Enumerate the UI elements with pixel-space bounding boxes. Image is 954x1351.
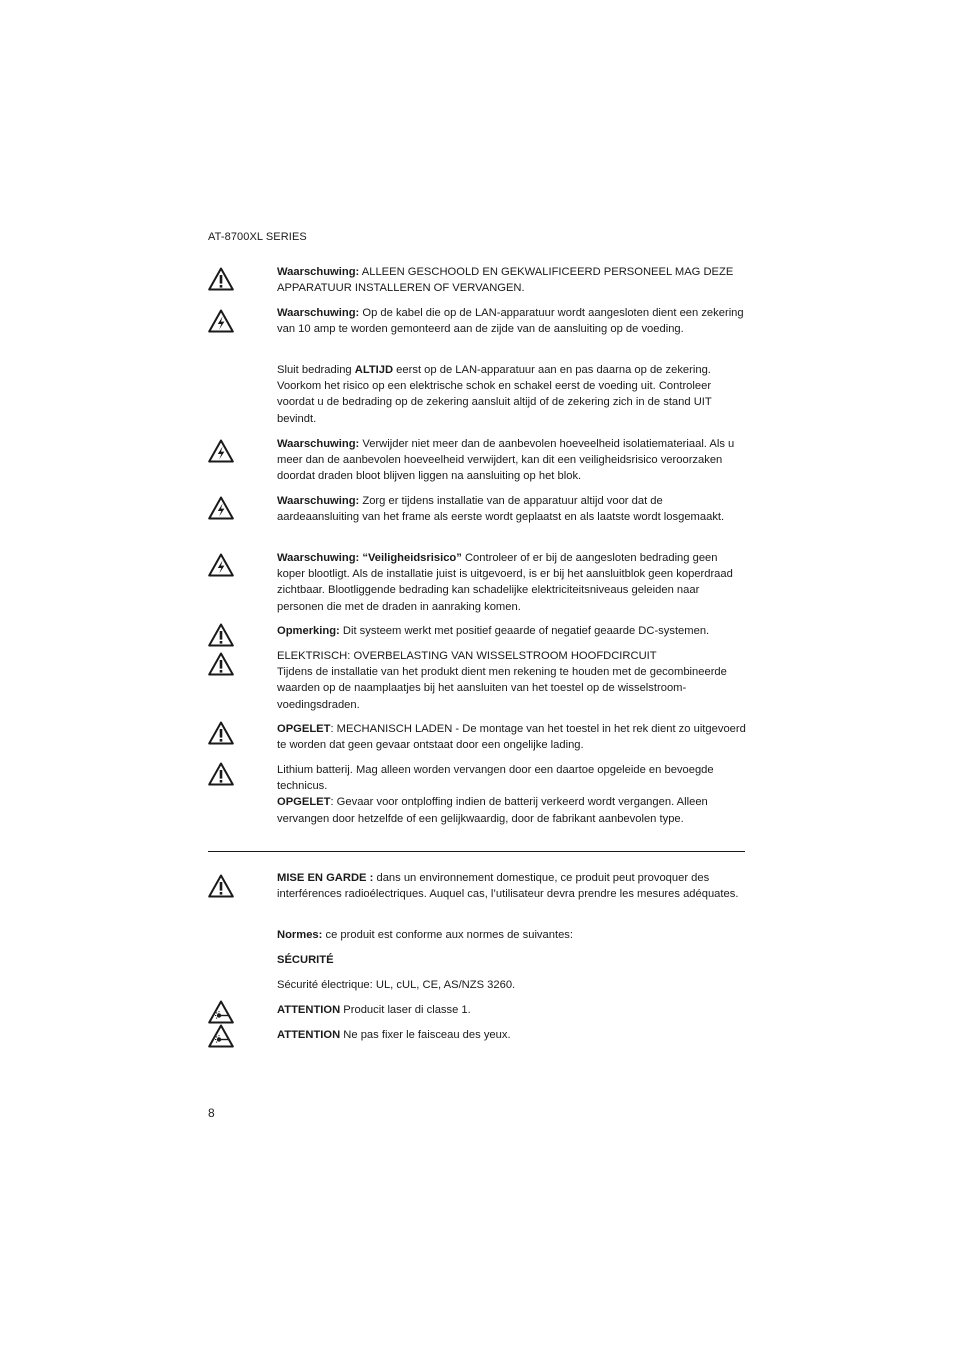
warning-text: Op de kabel die op de LAN-apparatuur wordt aangesloten dient een zekering van 10 amp te worden gemonteerd aan de zijde van de aansluiting op de voeding. xyxy=(277,307,744,336)
attention-laser-beam xyxy=(277,1027,747,1043)
warning-icon xyxy=(208,652,234,676)
electrical-overload-title: ELEKTRISCH: OVERBELASTING VAN WISSELSTROOM HOOFDCIRCUIT xyxy=(277,650,657,662)
mise-en-garde xyxy=(277,870,747,902)
warning-icon xyxy=(208,623,234,647)
warning-label: Waarschuwing: xyxy=(277,307,360,319)
normes-label: Normes: xyxy=(277,929,323,941)
mise-en-garde-text: dans un environnement domestique, ce produit peut provoquer des interférences radioélectriques. Auquel cas, l’utilisateur devra prendre les mesures adéquates. xyxy=(277,872,739,901)
warning-icon xyxy=(208,762,234,786)
warning-insulation xyxy=(277,436,747,485)
attention-text: Producit laser di classe 1. xyxy=(340,1004,471,1016)
warning-text: ALLEEN GESCHOOLD EN GEKWALIFICEERD PERSONEEL MAG DEZE APPARATUUR INSTALLEREN OF VERVANGEN. xyxy=(277,266,734,295)
securite-title: SÉCURITÉ xyxy=(277,954,334,966)
warning-icon xyxy=(208,267,234,291)
normes xyxy=(277,927,747,943)
wiring-text-post: eerst op de LAN-apparatuur aan en pas daarna op de zekering. Voorkom het risico op een elektrische schok en schakel eerst de voeding uit. Controleer voordat u de bedrading op de zekering aansluit altijd of de zekering zich in de stand UIT bevindt. xyxy=(277,364,712,425)
laser-hazard-icon xyxy=(208,1000,234,1024)
warning-icon xyxy=(208,721,234,745)
caution-mechanical-loading xyxy=(277,721,747,753)
securite-heading xyxy=(277,952,747,968)
warning-label: Waarschuwing: xyxy=(277,495,360,507)
securite-standards: Sécurité électrique: UL, cUL, CE, AS/NZS 3260. xyxy=(277,979,516,991)
laser-hazard-icon xyxy=(208,1024,234,1048)
caution-text: : MECHANISCH LADEN - De montage van het toestel in het rek dient zo uitgevoerd te worden dat geen gevaar ontstaat door een ongelijke lading. xyxy=(277,723,746,752)
electrical-hazard-icon xyxy=(208,496,234,520)
attention-label: ATTENTION xyxy=(277,1004,341,1016)
lithium-battery-text: Lithium batterij. Mag alleen worden vervangen door een daartoe opgeleide en bevoegde technicus. xyxy=(277,764,714,793)
warning-safety-risk xyxy=(277,550,747,615)
wiring-text-pre: Sluit bedrading xyxy=(277,364,355,376)
electrical-overload xyxy=(277,648,747,713)
electrical-hazard-icon xyxy=(208,309,234,333)
note-text: Dit systeem werkt met positief geaarde of negatief geaarde DC-systemen. xyxy=(339,625,710,637)
electrical-overload-text: Tijdens de installatie van het produkt dient men rekening te houden met de gecombineerde waarden op de naamplaatjes bij het aansluiten van het toestel op de wisselstroom-voedingsdraden. xyxy=(277,666,727,711)
normes-text: ce produit est conforme aux normes de suivantes: xyxy=(322,929,573,941)
warning-label: Waarschuwing: xyxy=(277,438,360,450)
warning-fuse xyxy=(277,305,747,337)
warning-text: Controleer of er bij de aangesloten bedrading geen koper blootligt. Als de installatie juist is uitgevoerd, is er bij het aansluitblok geen koperdraad zichtbaar. Blootliggende bedrading kan schadelijke elektriciteitsniveaus geleiden naar personen die met de draden in aanraking komen. xyxy=(277,552,733,613)
running-header: AT-8700XL SERIES xyxy=(208,231,307,243)
warning-label: Waarschuwing: “Veiligheidsrisico” xyxy=(277,552,462,564)
electrical-hazard-icon xyxy=(208,439,234,463)
note-label: Opmerking: xyxy=(277,625,340,637)
wiring-instructions xyxy=(277,362,747,427)
warning-qualified-personnel xyxy=(277,264,747,296)
warning-icon xyxy=(208,874,234,898)
warning-label: Waarschuwing: xyxy=(277,266,360,278)
wiring-text-bold: ALTIJD xyxy=(354,364,394,376)
attention-text: Ne pas fixer le faisceau des yeux. xyxy=(340,1029,511,1041)
mise-en-garde-label: MISE EN GARDE : xyxy=(277,872,374,884)
securite-text xyxy=(277,977,747,993)
section-divider xyxy=(208,851,745,852)
warning-text: Verwijder niet meer dan de aanbevolen hoeveelheid isolatiemateriaal. Als u meer dan de aanbevolen hoeveelheid verwijdert, kan dit een veiligheidsrisico veroorzaken doordat draden bloot blijven liggen na aansluiting op het blok. xyxy=(277,438,735,483)
caution-label: OPGELET xyxy=(277,796,331,809)
page-number: 8 xyxy=(208,1106,215,1120)
caution-text: : Gevaar voor ontploffing indien de batterij verkeerd wordt vergangen. Alleen vervangen door hetzelfde of een gelijkwaardig, door de fabrikant aanbevolen type. xyxy=(277,796,708,825)
warning-grounding xyxy=(277,493,747,525)
electrical-hazard-icon xyxy=(208,553,234,577)
caution-label: OPGELET xyxy=(277,723,331,735)
attention-laser-class xyxy=(277,1002,747,1018)
note-dc-systems xyxy=(277,623,747,639)
attention-label: ATTENTION xyxy=(277,1029,341,1041)
lithium-battery-warning xyxy=(277,762,747,827)
warning-text: Zorg er tijdens installatie van de apparatuur altijd voor dat de aardeaansluiting van het frame als eerste wordt geplaatst en als laatste wordt losgemaakt. xyxy=(277,495,725,524)
